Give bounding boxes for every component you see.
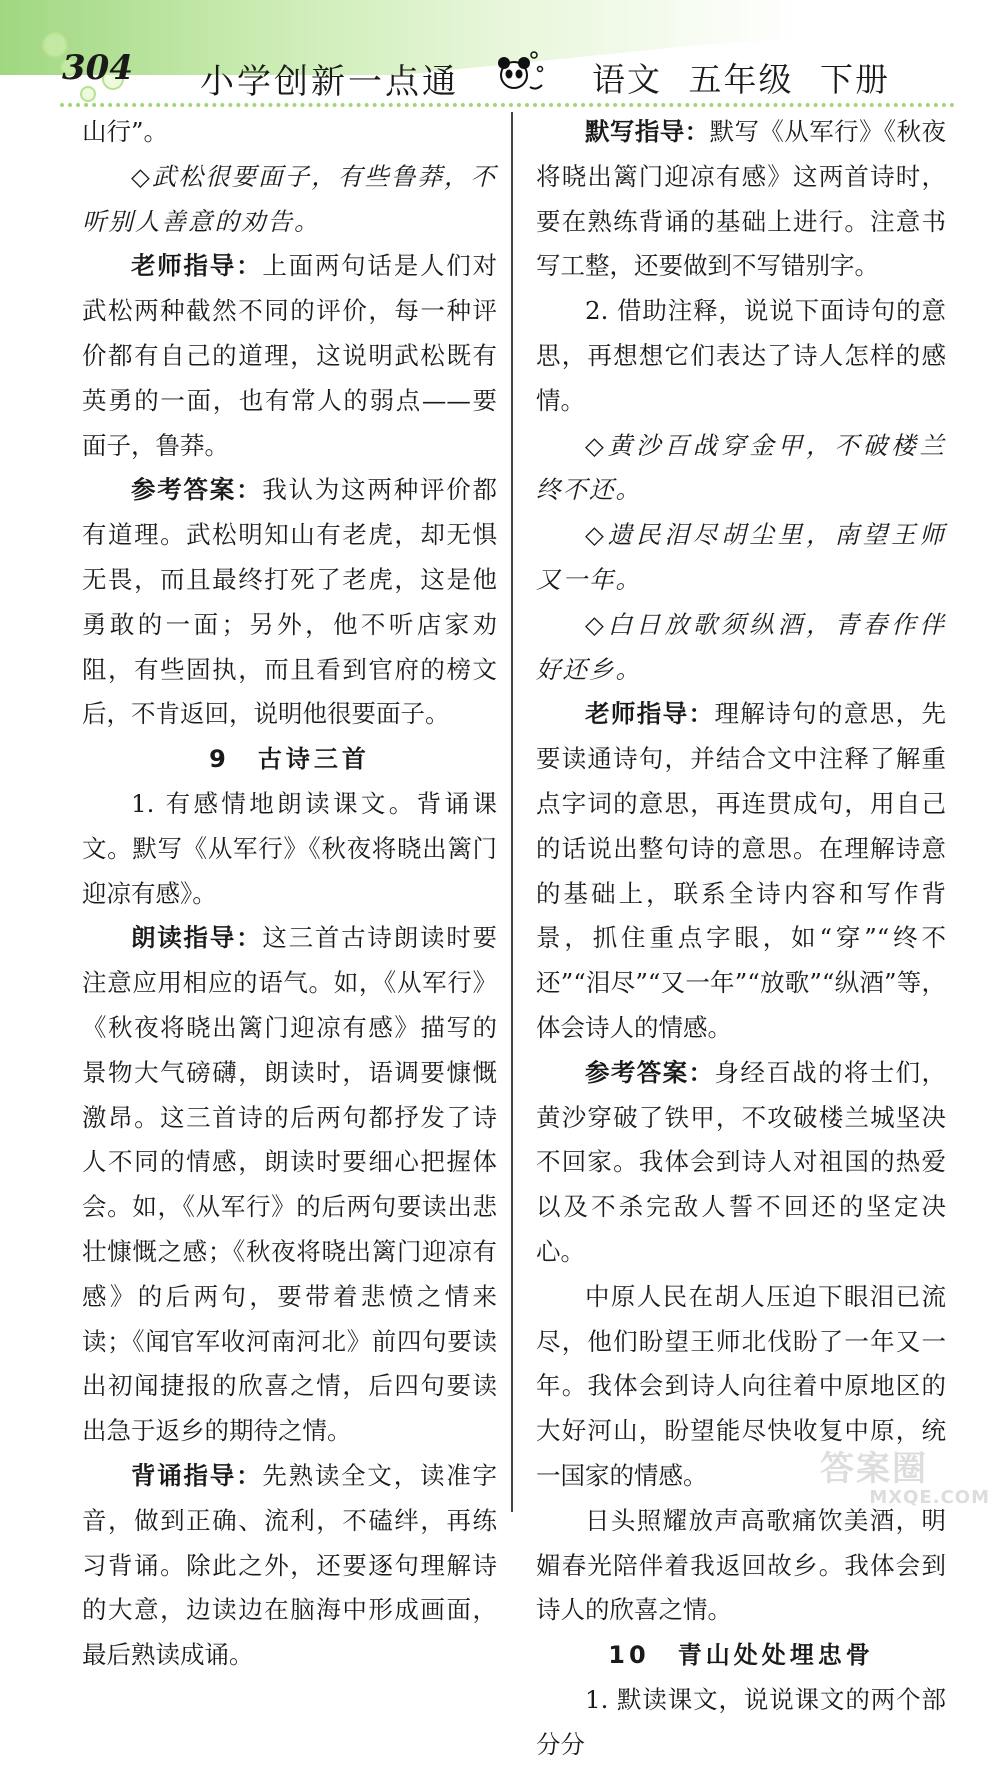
header-dotted-divider	[60, 103, 955, 107]
teacher-guidance	[82, 244, 497, 468]
question: 1. 默读课文，说说课文的两个部分分	[536, 1684, 946, 1759]
paragraph: 中原人民在胡人压迫下眼泪已流尽，他们盼望王师北伐盼了一年又一年。我体会到诗人向往着中原地区的大好河山，盼望能尽快收复中原，统一国家的情感。	[536, 1281, 946, 1490]
section-heading: 9 古诗三首	[209, 745, 370, 774]
paragraph: 山行”。	[82, 117, 169, 146]
panda-mascot-icon	[490, 45, 550, 95]
book-title: 小学创新一点通	[200, 62, 459, 102]
quote-item: ◇武松很要面子，有些鲁莽，不听别人善意的劝告。	[82, 161, 497, 236]
site-watermark	[820, 1450, 990, 1512]
teacher-guidance	[536, 692, 946, 1050]
reference-answer	[82, 468, 497, 737]
column-divider	[511, 112, 513, 1512]
guidance-label: 朗读指导：	[131, 923, 263, 953]
answer-label: 参考答案：	[131, 475, 263, 505]
guidance-label: 老师指导：	[585, 699, 715, 729]
answer-label: 参考答案：	[585, 1057, 715, 1087]
reference-answer	[536, 1051, 946, 1275]
page-header	[0, 0, 1000, 110]
answer-text: 身经百战的将士们，黄沙穿破了铁甲，不攻破楼兰城坚决不回家。我体会到诗人对祖国的热爱以及不杀完敌人誓不回还的坚定决心。	[536, 1057, 947, 1266]
dictation-guidance	[536, 110, 946, 289]
question: 2. 借助注释，说说下面诗句的意思，再想想它们表达了诗人怎样的感情。	[536, 296, 946, 415]
watermark-logo-text: 答案圈	[820, 1449, 928, 1489]
guidance-text: 上面两句话是人们对武松两种截然不同的评价，每一种评价都有自己的道理，这说明武松既有英勇的一面，也有常人的弱点——要面子，鲁莽。	[82, 251, 498, 460]
answer-text: 我认为这两种评价都有道理。武松明知山有老虎，却无惧无畏，而且最终打死了老虎，这是他勇敢的一面；另外，他不听店家劝阻，有些固执，而且看到官府的榜文后，不肯返回，说明他很要面子。	[82, 475, 498, 729]
guidance-label: 老师指导：	[131, 251, 263, 281]
reading-guidance	[82, 916, 497, 1454]
guidance-label: 背诵指导：	[131, 1460, 263, 1490]
right-column	[536, 110, 946, 1767]
quote-item: ◇遗民泪尽胡尘里，南望王师又一年。	[536, 520, 946, 594]
recitation-guidance	[82, 1454, 497, 1678]
quote-item: ◇黄沙百战穿金甲，不破楼兰终不还。	[536, 430, 946, 505]
page-number: 304	[62, 48, 133, 88]
guidance-text: 这三首古诗朗读时要注意应用相应的语气。如，《从军行》《秋夜将晓出篱门迎凉有感》描写的景物大气磅礴，朗读时，语调要慷慨激昂。这三首诗的后两句都抒发了诗人不同的情感，朗读时要细心把握体会。如，《从军行》的后两句要读出悲壮慷慨之感；《秋夜将晓出篱门迎凉有感》的后两句，要带着悲愤之情来读；《闻官军收河南河北》前四句要读出初闻捷报的欣喜之情，后四句要读出急于返乡的期待之情。	[82, 923, 498, 1446]
left-column	[82, 110, 497, 1678]
subject-grade-label: 语文 五年级 下册	[592, 60, 890, 99]
guidance-text: 默写《从军行》《秋夜将晓出篱门迎凉有感》这两首诗时，要在熟练背诵的基础上进行。注意书写工整，还要做到不写错别字。	[536, 117, 947, 281]
paragraph: 日头照耀放声高歌痛饮美酒，明媚春光陪伴着我返回故乡。我体会到诗人的欣喜之情。	[536, 1505, 946, 1625]
quote-item: ◇白日放歌须纵酒，青春作伴好还乡。	[536, 609, 946, 684]
watermark-domain: MXQE.COM	[869, 1487, 990, 1508]
guidance-text: 理解诗句的意思，先要读通诗句，并结合文中注释了解重点字词的意思，再连贯成句，用自己的话说出整句诗的意思。在理解诗意的基础上，联系全诗内容和写作背景，抓住重点字眼，如“穿”“终不还”“泪尽”“又一年”“放歌”“纵酒”等，体会诗人的情感。	[536, 699, 947, 1042]
question: 1. 有感情地朗读课文。背诵课文。默写《从军行》《秋夜将晓出篱门迎凉有感》。	[82, 788, 497, 908]
section-heading: 10 青山处处埋忠骨	[608, 1641, 874, 1670]
guidance-label: 默写指导：	[585, 117, 710, 146]
guidance-text: 先熟读全文，读准字音，做到正确、流利，不磕绊，再练习背诵。除此之外，还要逐句理解诗的大意，边读边在脑海中形成画面，最后熟读成诵。	[82, 1460, 498, 1670]
